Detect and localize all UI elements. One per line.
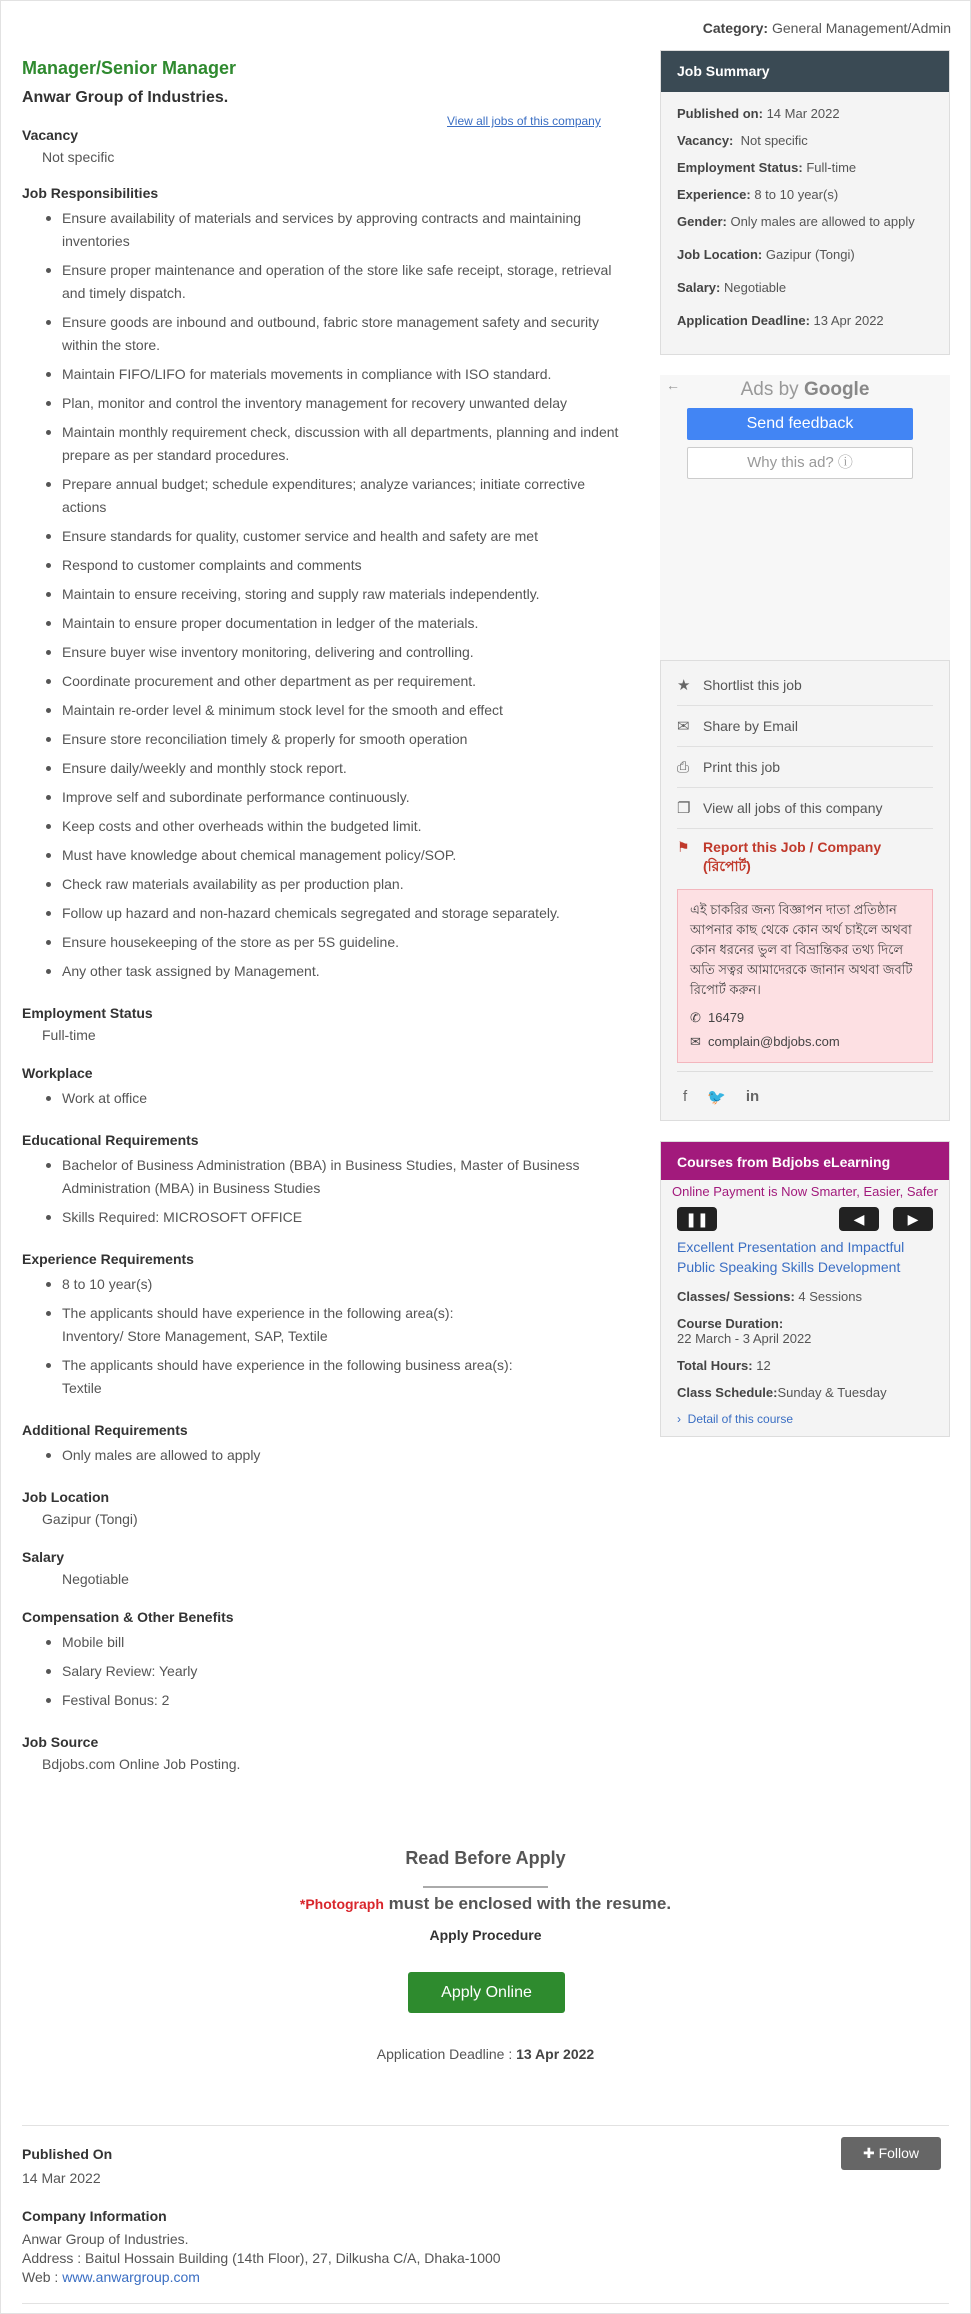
business-area-value: Textile — [62, 1380, 102, 1396]
list-item: Any other task assigned by Management. — [42, 960, 622, 983]
summary-experience: Experience: 8 to 10 year(s) — [677, 187, 839, 202]
list-item: Plan, monitor and control the inventory management for recovery unwanted delay — [42, 392, 622, 415]
shortlist-job-button[interactable]: ★ Shortlist this job — [677, 665, 933, 706]
course-sessions: Classes/ Sessions: 4 Sessions — [677, 1289, 863, 1304]
list-item: Prepare annual budget; schedule expenditures; analyze variances; initiate corrective actions — [42, 473, 622, 519]
twitter-icon[interactable]: 🐦 — [707, 1089, 726, 1106]
course-schedule: Class Schedule:Sunday & Tuesday — [677, 1385, 887, 1400]
read-before-apply: Read Before Apply — [405, 1848, 566, 1868]
divider — [22, 2303, 949, 2304]
course-hours: Total Hours: 12 — [677, 1358, 771, 1373]
workplace-list — [22, 1087, 622, 1110]
copy-icon: ❐ — [677, 800, 691, 817]
report-job-button[interactable]: ⚑ Report this Job / Company (রিপোর্ট) — [677, 839, 882, 874]
experience-area-value: Inventory/ Store Management, SAP, Textile — [62, 1328, 328, 1344]
facebook-icon[interactable]: f — [683, 1088, 688, 1105]
education-heading: Educational Requirements — [22, 1132, 199, 1148]
summary-salary: Salary: Negotiable — [677, 280, 787, 295]
job-category — [703, 20, 951, 36]
list-item: Work at office — [42, 1087, 622, 1110]
company-website-link[interactable]: www.anwargroup.com — [62, 2269, 200, 2285]
experience-list — [22, 1273, 622, 1400]
ads-by-google: Ads by Google — [740, 379, 870, 400]
list-item: Festival Bonus: 2 — [42, 1689, 622, 1712]
divider — [423, 1886, 548, 1888]
published-on-value: 14 Mar 2022 — [22, 2170, 101, 2186]
flag-icon: ⚑ — [677, 839, 690, 855]
benefits-list — [22, 1631, 622, 1712]
education-list — [22, 1154, 622, 1229]
list-item: Ensure goods are inbound and outbound, fabric store management safety and security within the store. — [42, 311, 622, 357]
social-links — [677, 1071, 933, 1112]
list-item: Maintain to ensure receiving, storing and supply raw materials independently. — [42, 583, 622, 606]
list-item: Mobile bill — [42, 1631, 622, 1654]
list-item: Only males are allowed to apply — [42, 1444, 622, 1467]
employment-status-value: Full-time — [42, 1027, 96, 1043]
summary-deadline: Application Deadline: 13 Apr 2022 — [677, 313, 884, 328]
list-item: Salary Review: Yearly — [42, 1660, 622, 1683]
experience-heading: Experience Requirements — [22, 1251, 194, 1267]
list-item: Improve self and subordinate performance continuously. — [42, 786, 622, 809]
envelope-icon: ✉ — [690, 1034, 701, 1049]
category-label: Category: — [702, 20, 769, 36]
application-deadline: Application Deadline : 13 Apr 2022 — [376, 2046, 595, 2062]
summary-employment: Employment Status: Full-time — [677, 160, 857, 175]
divider — [22, 2125, 949, 2126]
list-item — [42, 1354, 622, 1400]
list-item — [42, 1302, 622, 1348]
summary-vacancy: Vacancy: Not specific — [677, 133, 808, 148]
why-this-ad-button[interactable]: Why this ad? ⓘ — [687, 447, 913, 479]
plus-icon: ✚ — [862, 2145, 875, 2161]
list-item: Check raw materials availability as per production plan. — [42, 873, 622, 896]
email-contact[interactable]: ✉ complain@bdjobs.com — [690, 1032, 920, 1052]
list-item: Keep costs and other overheads within the budgeted limit. — [42, 815, 622, 838]
job-actions — [660, 660, 950, 1121]
apply-online-button[interactable]: Apply Online — [408, 1972, 565, 2013]
summary-gender: Gender: Only males are allowed to apply — [677, 214, 915, 229]
photograph-notice: *Photograph must be enclosed with the resume. — [299, 1894, 672, 1913]
company-web: Web : www.anwargroup.com — [22, 2269, 200, 2285]
list-item: Maintain monthly requirement check, discussion with all departments, planning and indent prepare as per standard procedures. — [42, 421, 622, 467]
linkedin-icon[interactable]: in — [745, 1088, 760, 1105]
sidebar — [660, 50, 950, 1437]
job-title: Manager/Senior Manager — [22, 58, 237, 78]
responsibilities-heading: Job Responsibilities — [22, 185, 159, 201]
summary-published: Published on: 14 Mar 2022 — [677, 106, 840, 121]
job-summary-title: Job Summary — [661, 51, 949, 92]
list-item: Follow up hazard and non-hazard chemicals segregated and storage separately. — [42, 902, 622, 925]
list-item: Must have knowledge about chemical management policy/SOP. — [42, 844, 622, 867]
list-item: Ensure daily/weekly and monthly stock report. — [42, 757, 622, 780]
location-value: Gazipur (Tongi) — [42, 1511, 138, 1527]
location-heading: Job Location — [22, 1489, 110, 1505]
course-duration: Course Duration: 22 March - 3 April 2022 — [677, 1316, 812, 1346]
notice-text: এই চাকরির জন্য বিজ্ঞাপন দাতা প্রতিষ্ঠান আপনার কাছ থেকে কোন অর্থ চাইলে অথবা কোন ধরনের ভুল বা বিভ্রান্তিকর তথ্য দিলে অতি সত্বর আমাদেরকে জানান অথবা জবটি রিপোর্ট করুন। — [690, 902, 913, 997]
source-heading: Job Source — [22, 1734, 99, 1750]
salary-value: Negotiable — [62, 1571, 129, 1587]
responsibilities-list — [22, 207, 622, 983]
list-item: Respond to customer complaints and comments — [42, 554, 622, 577]
list-item: Ensure buyer wise inventory monitoring, delivering and controlling. — [42, 641, 622, 664]
courses-title: Courses from Bdjobs eLearning — [661, 1142, 949, 1180]
back-arrow-icon[interactable]: ← — [666, 377, 680, 393]
next-arrow-icon[interactable]: ▶ — [893, 1207, 933, 1231]
course-title-link[interactable]: Excellent Presentation and Impactful Public Speaking Skills Development — [677, 1239, 905, 1275]
share-email-button[interactable]: ✉ Share by Email — [677, 706, 933, 747]
additional-list — [22, 1444, 622, 1467]
send-feedback-button[interactable]: Send feedback — [687, 408, 913, 440]
view-all-jobs-button[interactable]: ❐ View all jobs of this company — [677, 788, 933, 829]
apply-procedure-heading: Apply Procedure — [429, 1927, 542, 1943]
list-item: Ensure proper maintenance and operation of the store like safe receipt, storage, retrieval and timely dispatch. — [42, 259, 622, 305]
list-item: Maintain re-order level & minimum stock level for the smooth and effect — [42, 699, 622, 722]
company-name: Anwar Group of Industries. — [22, 89, 229, 106]
chevron-right-icon: › — [677, 1412, 681, 1426]
salary-heading: Salary — [22, 1549, 65, 1565]
business-area-title: The applicants should have experience in the following business area(s): — [62, 1357, 513, 1373]
vacancy-value: Not specific — [42, 149, 115, 165]
list-item: Ensure housekeeping of the store as per 5S guideline. — [42, 931, 622, 954]
pause-icon[interactable]: ❚❚ — [677, 1207, 717, 1231]
list-item: Maintain FIFO/LIFO for materials movements in compliance with ISO standard. — [42, 363, 622, 386]
list-item: Ensure store reconciliation timely & properly for smooth operation — [42, 728, 622, 751]
published-on-heading: Published On — [22, 2146, 113, 2162]
company-info-name: Anwar Group of Industries. — [22, 2231, 189, 2247]
list-item: Maintain to ensure proper documentation in ledger of the materials. — [42, 612, 622, 635]
phone-contact[interactable]: ✆ 16479 — [690, 1008, 920, 1028]
course-detail-link[interactable]: › Detail of this course — [677, 1412, 794, 1426]
vacancy-heading: Vacancy — [22, 127, 79, 143]
employment-status-heading: Employment Status — [22, 1005, 153, 1021]
list-item: Skills Required: MICROSOFT OFFICE — [42, 1206, 622, 1229]
company-info-heading: Company Information — [22, 2208, 167, 2224]
list-item: Ensure availability of materials and services by approving contracts and maintaining inventories — [42, 207, 622, 253]
experience-area-title: The applicants should have experience in the following area(s): — [62, 1305, 454, 1321]
list-item: Bachelor of Business Administration (BBA) in Business Studies, Master of Business Administration (MBA) in Business Studies — [42, 1154, 622, 1200]
workplace-heading: Workplace — [22, 1065, 93, 1081]
job-summary — [660, 50, 950, 355]
category-value: General Management/Admin — [772, 20, 951, 36]
report-notice — [677, 889, 933, 1063]
ad-panel — [660, 375, 950, 660]
print-job-button[interactable]: ⎙ Print this job — [677, 747, 933, 788]
source-value: Bdjobs.com Online Job Posting. — [42, 1756, 241, 1772]
list-item: Coordinate procurement and other department as per requirement. — [42, 670, 622, 693]
job-details — [22, 58, 622, 1772]
phone-icon: ✆ — [690, 1010, 701, 1025]
summary-location: Job Location: Gazipur (Tongi) — [677, 247, 855, 262]
company-address: Address : Baitul Hossain Building (14th Floor), 27, Dilkusha C/A, Dhaka-1000 — [22, 2250, 501, 2266]
list-item: 8 to 10 year(s) — [42, 1273, 622, 1296]
envelope-icon: ✉ — [677, 718, 690, 735]
benefits-heading: Compensation & Other Benefits — [22, 1609, 234, 1625]
additional-heading: Additional Requirements — [22, 1422, 188, 1438]
view-all-jobs-link[interactable]: View all jobs of this company — [447, 114, 601, 128]
list-item: Ensure standards for quality, customer service and health and safety are met — [42, 525, 622, 548]
courses-panel — [660, 1141, 950, 1437]
prev-arrow-icon[interactable]: ◀ — [839, 1207, 879, 1231]
payment-marquee: Online Payment is Now Smarter, Easier, Safer — [672, 1184, 938, 1199]
star-icon: ★ — [677, 677, 691, 694]
follow-button[interactable]: ✚ Follow — [841, 2137, 941, 2170]
printer-icon: ⎙ — [677, 758, 690, 776]
